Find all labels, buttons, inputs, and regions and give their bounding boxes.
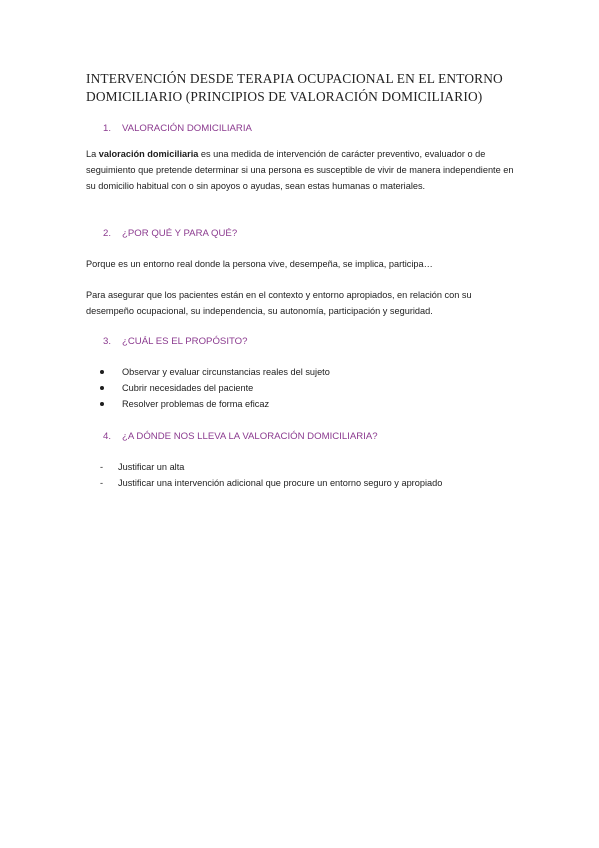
section-number: 1.	[103, 123, 112, 134]
purpose-bullet-list	[100, 364, 330, 413]
document-title: INTERVENCIÓN DESDE TERAPIA OCUPACIONAL EN EL ENTORNO DOMICILIARIO (PRINCIPIOS DE VALORACIÓN DOMICILIARIO)	[86, 71, 503, 104]
reason-paragraph: Porque es un entorno real donde la persona vive, desempeña, se implica, participa…	[86, 259, 433, 269]
section-title: VALORACIÓN DOMICILIARIA	[122, 123, 252, 134]
definition-paragraph	[86, 147, 518, 194]
section-number: 3.	[103, 336, 112, 347]
section-title: ¿CUÁL ES EL PROPÓSITO?	[122, 336, 248, 347]
section-number: 2.	[103, 228, 112, 239]
section-heading-valoracion	[103, 123, 252, 134]
section-heading-proposito	[103, 336, 247, 347]
paragraph-bold-term: valoración domiciliaria	[98, 149, 199, 159]
bullet-icon	[100, 370, 104, 374]
list-item	[100, 396, 330, 412]
list-item	[100, 475, 442, 491]
section-title: ¿A DÓNDE NOS LLEVA LA VALORACIÓN DOMICILIARIA?	[122, 431, 378, 442]
list-item-text: Justificar una intervención adicional que procure un entorno seguro y apropiado	[118, 478, 443, 489]
section-number: 4.	[103, 431, 112, 442]
section-heading-por-que	[103, 228, 237, 239]
paragraph-body: es una medida de intervención de carácter preventivo, evaluador o de seguimiento que pretende determinar si una persona es susceptible de vivir de manera independiente en su domicilio habitual con o sin apoyos o ayudas, sean estas humanas o materiales.	[86, 149, 514, 191]
dash-marker: -	[100, 462, 104, 472]
paragraph-lead: La	[86, 149, 99, 159]
list-item-text: Observar y evaluar circunstancias reales del sujeto	[122, 367, 330, 377]
list-item	[100, 364, 330, 380]
list-item	[100, 380, 330, 396]
section-title: ¿POR QUÉ Y PARA QUÉ?	[122, 228, 238, 239]
section-heading-donde-lleva	[103, 431, 378, 442]
outcome-dash-list	[100, 459, 442, 491]
list-item-text: Resolver problemas de forma eficaz	[122, 399, 270, 410]
list-item-text: Cubrir necesidades del paciente	[122, 383, 254, 394]
bullet-icon	[100, 386, 104, 390]
purpose-paragraph: Para asegurar que los pacientes están en el contexto y entorno apropiados, en relación con su desempeño ocupacional, su independencia, su autonomía, participación y seguridad.	[86, 290, 472, 316]
list-item-text: Justificar un alta	[118, 462, 185, 472]
list-item	[100, 459, 442, 475]
dash-marker: -	[100, 478, 104, 489]
bullet-icon	[100, 402, 104, 406]
